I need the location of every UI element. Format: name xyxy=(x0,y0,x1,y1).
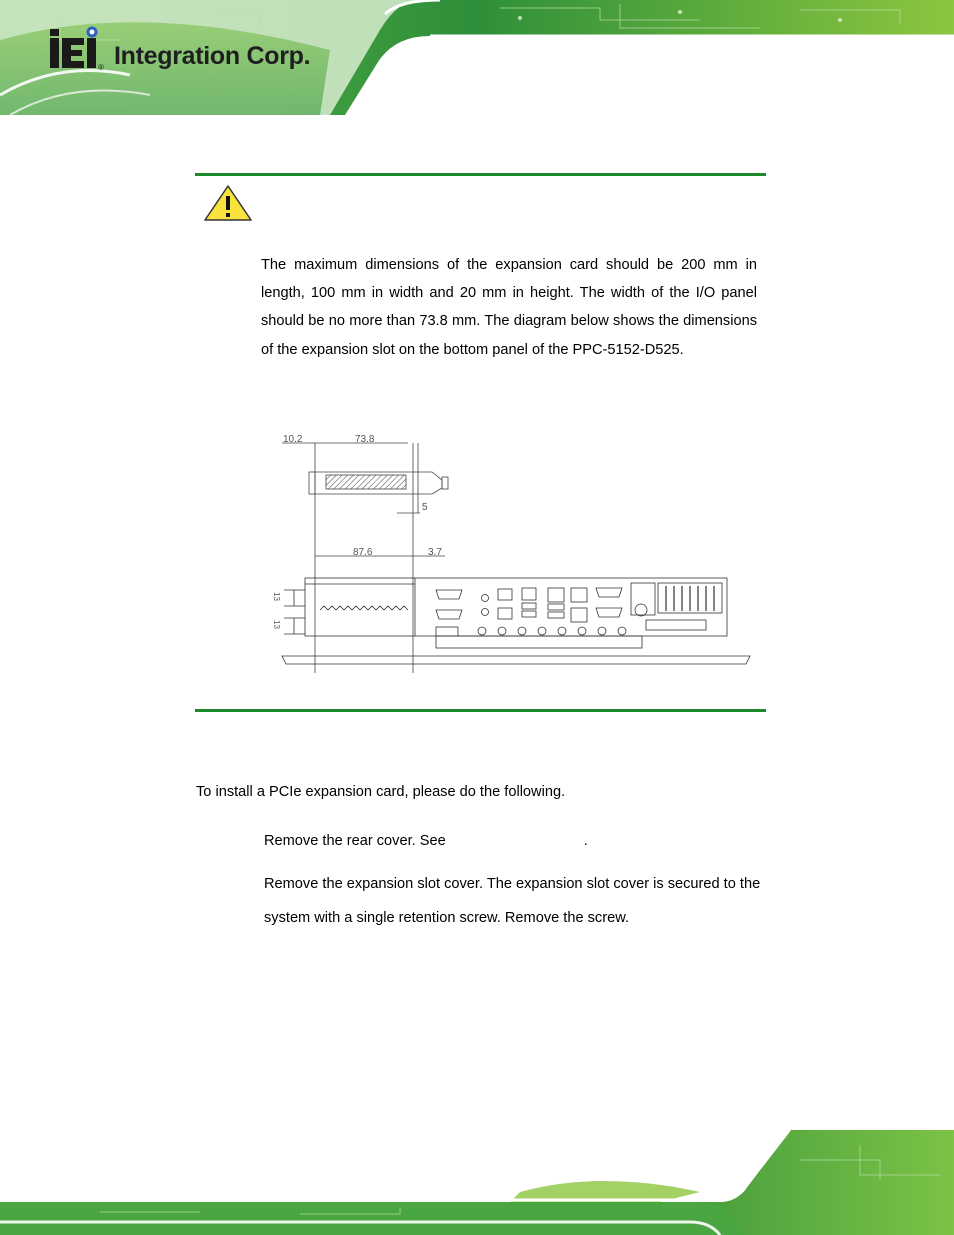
step-1-text: Remove the rear cover. See xyxy=(264,833,446,849)
intro-text: To install a PCIe expansion card, please do the following. xyxy=(196,784,566,800)
step-2: Remove the expansion slot cover. The expansion slot cover is secured to the system with a single retention screw. Remove the screw. xyxy=(264,876,761,926)
company-logo-text: Integration Corp. xyxy=(114,42,311,70)
dim-label-87-6: 87.6 xyxy=(353,547,373,558)
step-1-period: . xyxy=(583,833,588,849)
warning-bottom-rule xyxy=(195,709,766,712)
warning-triangle-icon xyxy=(203,184,253,222)
dim-label-3-7: 3.7 xyxy=(428,547,442,558)
iei-logo-icon xyxy=(48,26,114,72)
warning-top-rule xyxy=(195,173,766,176)
dim-label-10-2: 10.2 xyxy=(283,434,303,445)
dim-label-5: 5 xyxy=(422,502,428,513)
step-1 xyxy=(264,824,804,858)
warning-paragraph: The maximum dimensions of the expansion card should be 200 mm in length, 100 mm in width and 20 mm in height. The width of the I/O panel should be no more than 73.8 mm. The diagram below shows the dimensions of the expansion slot on the bottom panel of the PPC-5152-D525. xyxy=(261,257,757,358)
dim-label-13-top: 13 xyxy=(272,592,281,601)
expansion-slot-diagram xyxy=(270,428,760,678)
svg-text:®: ® xyxy=(98,63,104,72)
dim-label-13-bottom: 13 xyxy=(272,620,281,629)
dim-label-73-8: 73.8 xyxy=(355,434,375,445)
footer-banner xyxy=(0,1130,954,1235)
